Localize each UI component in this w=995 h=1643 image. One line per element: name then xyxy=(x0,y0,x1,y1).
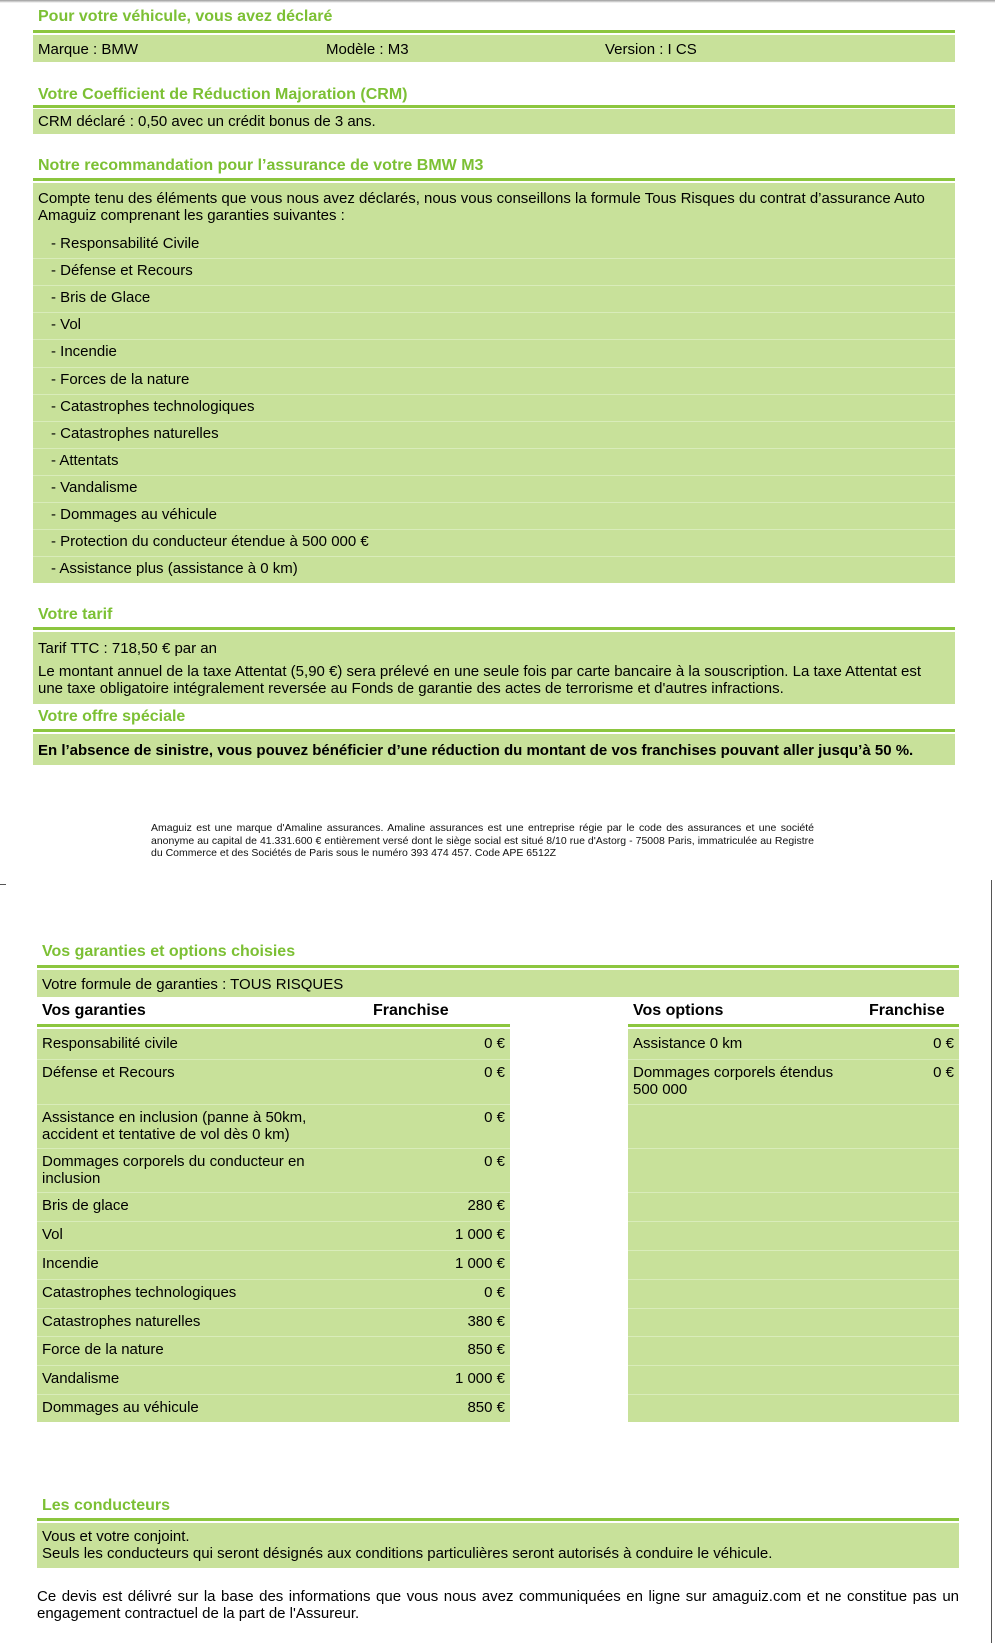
list-separator xyxy=(33,258,955,259)
table-row-separator xyxy=(37,1279,510,1280)
guarantees-header-rule xyxy=(37,1024,510,1027)
guarantee-row-label: Dommages corporels du conducteur en inclusion xyxy=(42,1153,305,1187)
guarantee-list-item: - Vol xyxy=(51,316,82,333)
drivers-title-rule xyxy=(37,1518,959,1521)
options-row-separator xyxy=(628,1059,959,1060)
guarantee-list-item: - Incendie xyxy=(51,343,117,360)
options-franchise-header: Franchise xyxy=(869,1002,945,1019)
options-column-header: Vos options xyxy=(633,1002,724,1019)
offer-title-rule xyxy=(33,729,955,732)
recommendation-section-title: Notre recommandation pour l’assurance de votre BMW M3 xyxy=(38,157,484,174)
guarantees-section-title: Vos garanties et options choisies xyxy=(42,943,296,960)
guarantee-list-item: - Défense et Recours xyxy=(51,262,193,279)
options-row-separator xyxy=(628,1148,959,1149)
table-row-separator xyxy=(37,1365,510,1366)
options-row-separator xyxy=(628,1336,959,1337)
list-separator xyxy=(33,475,955,476)
list-separator xyxy=(33,502,955,503)
table-row-separator xyxy=(37,1104,510,1105)
list-separator xyxy=(33,394,955,395)
options-row-separator xyxy=(628,1365,959,1366)
guarantee-row-franchise: 0 € xyxy=(484,1035,505,1052)
guarantee-list-item: - Vandalisme xyxy=(51,479,138,496)
guarantee-row-label: Catastrophes naturelles xyxy=(42,1313,201,1330)
options-header-rule xyxy=(628,1024,959,1027)
guarantee-list-item: - Assistance plus (assistance à 0 km) xyxy=(51,560,298,577)
list-separator xyxy=(33,556,955,557)
tarif-section-title: Votre tarif xyxy=(38,606,113,623)
vehicle-section-title: Pour votre véhicule, vous avez déclaré xyxy=(38,8,333,25)
formula-text: Votre formule de garanties : TOUS RISQUES xyxy=(42,976,344,993)
options-row-separator xyxy=(628,1192,959,1193)
option-row-label: Dommages corporels étendus 500 000 xyxy=(633,1064,834,1098)
guarantee-row-label: Catastrophes technologiques xyxy=(42,1284,237,1301)
crm-title-rule xyxy=(33,105,955,108)
vehicle-version: Version : I CS xyxy=(605,41,697,58)
list-separator xyxy=(33,339,955,340)
table-row-separator xyxy=(37,1221,510,1222)
guarantee-list-item: - Attentats xyxy=(51,452,119,469)
option-row-franchise: 0 € xyxy=(933,1064,954,1081)
table-row-separator xyxy=(37,1250,510,1251)
guarantees-franchise-header: Franchise xyxy=(373,1002,449,1019)
options-row-separator xyxy=(628,1394,959,1395)
table-row-separator xyxy=(37,1192,510,1193)
guarantee-list-item: - Dommages au véhicule xyxy=(51,506,217,523)
table-row-separator xyxy=(37,1394,510,1395)
list-separator xyxy=(33,448,955,449)
guarantee-row-label: Force de la nature xyxy=(42,1341,164,1358)
guarantee-row-franchise: 280 € xyxy=(467,1197,505,1214)
vehicle-brand: Marque : BMW xyxy=(38,41,139,58)
option-row-label: Assistance 0 km xyxy=(633,1035,743,1052)
guarantee-row-label: Défense et Recours xyxy=(42,1064,175,1081)
guarantees-title-rule xyxy=(37,965,959,968)
options-row-separator xyxy=(628,1279,959,1280)
list-separator xyxy=(33,421,955,422)
drivers-line-1: Vous et votre conjoint. xyxy=(42,1528,190,1545)
guarantee-row-franchise: 0 € xyxy=(484,1153,505,1170)
guarantee-list-item: - Catastrophes naturelles xyxy=(51,425,219,442)
recommendation-title-rule xyxy=(33,178,955,181)
options-row-separator xyxy=(628,1250,959,1251)
guarantee-row-franchise: 380 € xyxy=(467,1313,505,1330)
table-row-separator xyxy=(37,1148,510,1149)
vehicle-model: Modèle : M3 xyxy=(326,41,409,58)
guarantee-row-label: Assistance en inclusion (panne à 50km, accident et tentative de vol dès 0 km) xyxy=(42,1109,307,1143)
options-row-separator xyxy=(628,1221,959,1222)
tarif-tax-note: Le montant annuel de la taxe Attentat (5,90 €) sera prélevé en une seule fois par carte bancaire à la souscription. La taxe Attentat est une taxe obligatoire intégralement reversée au Fonds de garantie des actes de terrorisme et d'autres infractions. xyxy=(38,663,922,697)
company-legal-footer: Amaguiz est une marque d'Amaline assurances. Amaline assurances est une entreprise régie par le code des assurances et une société anonyme au capital de 41.331.600 € entièrement versé dont le siège social est situé 8/10 rue d'Astorg - 75008 Paris, immatriculée au Registre du Commerce et des Sociétés de Paris sous le numéro 393 474 457. Code APE 6512Z xyxy=(151,822,814,859)
offer-section-title: Votre offre spéciale xyxy=(38,708,186,725)
guarantee-row-franchise: 1 000 € xyxy=(454,1370,505,1387)
list-separator xyxy=(33,285,955,286)
page-top-shadow xyxy=(0,0,995,3)
guarantee-row-franchise: 0 € xyxy=(484,1064,505,1081)
vehicle-title-rule xyxy=(33,30,955,33)
page-right-border xyxy=(991,880,992,1643)
guarantee-row-franchise: 1 000 € xyxy=(454,1226,505,1243)
crm-text: CRM déclaré : 0,50 avec un crédit bonus de 3 ans. xyxy=(38,113,376,130)
guarantee-row-franchise: 1 000 € xyxy=(454,1255,505,1272)
guarantee-row-franchise: 0 € xyxy=(484,1284,505,1301)
table-row-separator xyxy=(37,1336,510,1337)
list-separator xyxy=(33,529,955,530)
guarantee-row-label: Vandalisme xyxy=(42,1370,120,1387)
guarantees-column-header: Vos garanties xyxy=(42,1002,146,1019)
vehicle-info-band xyxy=(33,35,955,62)
guarantee-row-franchise: 0 € xyxy=(484,1109,505,1126)
guarantee-row-label: Incendie xyxy=(42,1255,99,1272)
guarantee-row-label: Responsabilité civile xyxy=(42,1035,178,1052)
tarif-title-rule xyxy=(33,627,955,630)
table-row-separator xyxy=(37,1059,510,1060)
guarantee-row-franchise: 850 € xyxy=(467,1341,505,1358)
option-row-franchise: 0 € xyxy=(933,1035,954,1052)
guarantee-list-item: - Protection du conducteur étendue à 500 000 € xyxy=(51,533,369,550)
crm-section-title: Votre Coefficient de Réduction Majoration (CRM) xyxy=(38,86,408,103)
guarantee-row-label: Dommages au véhicule xyxy=(42,1399,199,1416)
drivers-section-title: Les conducteurs xyxy=(42,1497,171,1514)
list-separator xyxy=(33,367,955,368)
options-row-separator xyxy=(628,1308,959,1309)
quote-disclaimer: Ce devis est délivré sur la base des informations que vous nous avez communiquées en ligne sur amaguiz.com et ne constitue pas un engagement contractuel de la part de l'Assureur. xyxy=(37,1588,959,1622)
list-separator xyxy=(33,312,955,313)
recommendation-intro: Compte tenu des éléments que vous nous avez déclarés, nous vous conseillons la formule Tous Risques du contrat d’assurance Auto Amaguiz comprenant les garanties suivantes : xyxy=(38,190,925,224)
guarantee-row-label: Bris de glace xyxy=(42,1197,129,1214)
options-row-separator xyxy=(628,1104,959,1105)
guarantee-list-item: - Responsabilité Civile xyxy=(51,235,200,252)
table-row-separator xyxy=(37,1308,510,1309)
guarantee-list-item: - Forces de la nature xyxy=(51,371,190,388)
guarantee-row-franchise: 850 € xyxy=(467,1399,505,1416)
guarantee-row-label: Vol xyxy=(42,1226,63,1243)
drivers-line-2: Seuls les conducteurs qui seront désignés aux conditions particulières seront autorisés à conduire le véhicule. xyxy=(42,1545,773,1562)
page-break-mark xyxy=(0,884,6,885)
guarantee-list-item: - Catastrophes technologiques xyxy=(51,398,255,415)
guarantee-list-item: - Bris de Glace xyxy=(51,289,151,306)
tarif-price: Tarif TTC : 718,50 € par an xyxy=(38,640,217,657)
offer-text: En l’absence de sinistre, vous pouvez bénéficier d’une réduction du montant de vos franchises pouvant aller jusqu’à 50 %. xyxy=(38,742,914,759)
